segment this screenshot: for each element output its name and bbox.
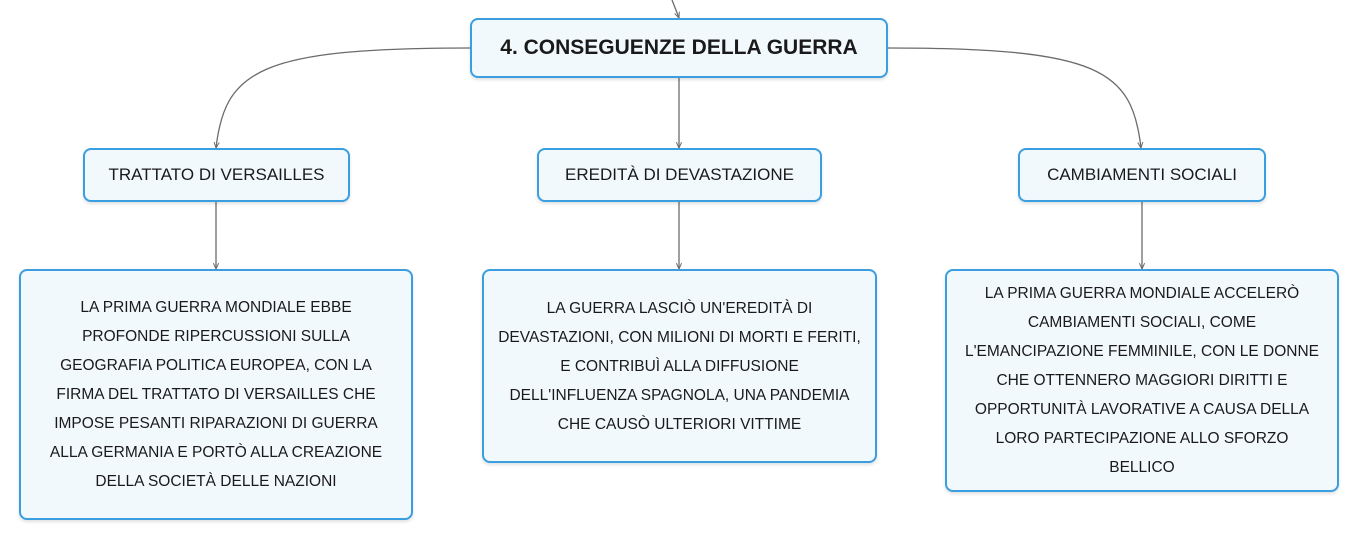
detail-node-cambiamenti[interactable] bbox=[945, 269, 1339, 492]
branch-node-eredita[interactable] bbox=[537, 148, 822, 202]
branch-title-cambiamenti: CAMBIAMENTI SOCIALI bbox=[1047, 165, 1237, 184]
root-topic-title: 4. CONSEGUENZE DELLA GUERRA bbox=[500, 36, 858, 59]
detail-node-eredita[interactable] bbox=[482, 269, 877, 463]
detail-text-trattato: LA PRIMA GUERRA MONDIALE EBBE PROFONDE RIPERCUSSIONI SULLA GEOGRAFIA POLITICA EUROPEA, CON LA FIRMA DEL TRATTATO DI VERSAILLES CHE IMPOSE PESANTI RIPARAZIONI DI GUERRA ALLA GERMANIA E PORTÒ ALLA CREAZIONE DELLA SOCIETÀ DELLE NAZIONI bbox=[49, 299, 383, 490]
detail-node-trattato[interactable] bbox=[19, 269, 413, 520]
detail-text-cambiamenti: LA PRIMA GUERRA MONDIALE ACCELERÒ CAMBIAMENTI SOCIALI, COME L'EMANCIPAZIONE FEMMINILE, CON LE DONNE CHE OTTENNERO MAGGIORI DIRITTI E OPPORTUNITÀ LAVORATIVE A CAUSA DELLA LORO PARTECIPAZIONE ALLO SFORZO BELLICO bbox=[964, 285, 1320, 476]
branch-title-trattato: TRATTATO DI VERSAILLES bbox=[108, 165, 325, 184]
branch-title-eredita: EREDITÀ DI DEVASTAZIONE bbox=[565, 165, 794, 184]
connector-root-to-cambiamenti bbox=[888, 48, 1141, 148]
connector-root-to-trattato bbox=[216, 48, 470, 148]
root-topic-node[interactable] bbox=[470, 18, 888, 78]
detail-text-eredita: LA GUERRA LASCIÒ UN'EREDITÀ DI DEVASTAZIONI, CON MILIONI DI MORTI E FERITI, E CONTRIBUÌ ALLA DIFFUSIONE DELL'INFLUENZA SPAGNOLA, UNA PANDEMIA CHE CAUSÒ ULTERIORI VITTIME bbox=[498, 299, 861, 433]
connector-parent-to-root bbox=[672, 0, 679, 18]
branch-node-cambiamenti[interactable] bbox=[1018, 148, 1266, 202]
branch-node-trattato[interactable] bbox=[83, 148, 350, 202]
